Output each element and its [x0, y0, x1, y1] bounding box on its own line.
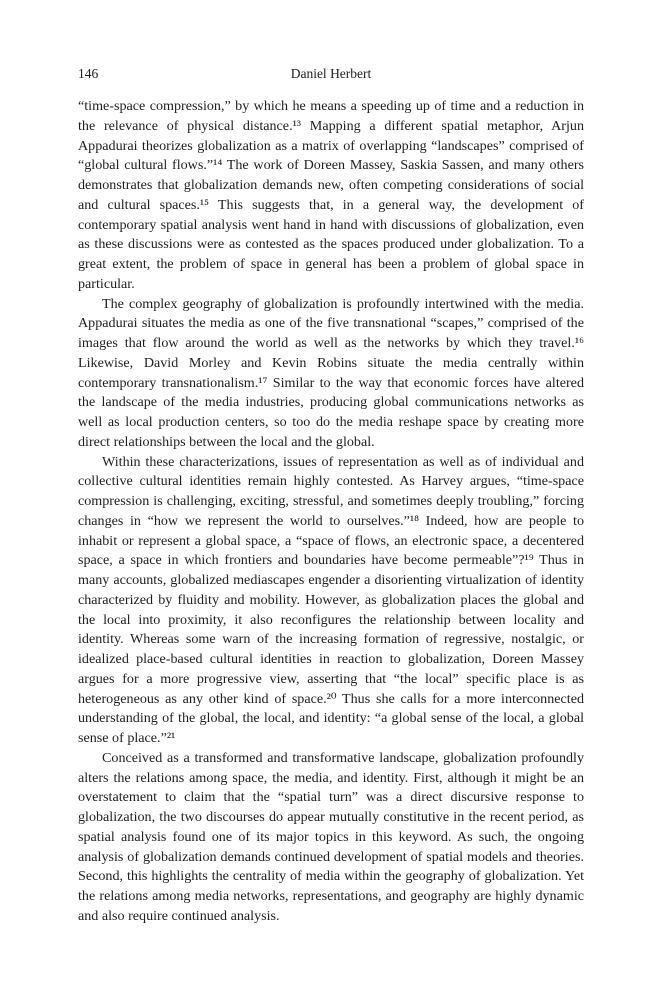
paragraph: The complex geography of globalization is profoundly intertwined with the media. Appadurai situates the media as one of the five transnational “scapes,” comprised of the images that flow around the world as well as the networks by which they travel.¹⁶ Likewise, David Morley and Kevin Robins situate the media centrally within contemporary transnationalism.¹⁷ Similar to the way that economic forces have altered the landscape of the media industries, producing global communications networks as well as local production centers, so too do the media reshape space by creating more direct relationships between the local and the global.: [78, 295, 584, 450]
paragraph: Conceived as a transformed and transformative landscape, globalization profoundly alters the relations among space, the media, and identity. First, although it might be an overstatement to claim that the “spatial turn” was a direct discursive response to globalization, the two discourses do appear mutually constitutive in the recent period, as spatial analysis found one of its major topics in this keyword. As such, the ongoing analysis of globalization demands continued development of spatial models and theories. Second, this highlights the centrality of media within the geography of globalization. Yet the relations among media networks, representations, and geography are highly dynamic and also require continued analysis.: [78, 749, 584, 924]
running-head: Daniel Herbert: [290, 66, 372, 81]
page-number: 146: [78, 66, 99, 81]
page-header: [78, 66, 584, 86]
paragraph: “time-space compression,” by which he means a speeding up of time and a reduction in the relevance of physical distance.¹³ Mapping a different spatial metaphor, Arjun Appadurai theorizes globalization as a matrix of overlapping “landscapes” comprised of “global cultural flows.”¹⁴ The work of Doreen Massey, Saskia Sassen, and many others demonstrates that globalization demands new, often competing considerations of social and cultural spaces.¹⁵ This suggests that, in a general way, the development of contemporary spatial analysis went hand in hand with discussions of globalization, even as these discussions were as contested as the spaces produced under globalization. To a great extent, the problem of space in general has been a problem of global space in particular.: [78, 98, 584, 292]
paragraph: Within these characterizations, issues of representation as well as of individual and collective cultural identities remain highly contested. As Harvey argues, “time-space compression is challenging, exciting, stressful, and sometimes deeply troubling,” forcing changes in “how we represent the world to ourselves.”¹⁸ Indeed, how are people to inhabit or represent a global space, a “space of flows, an electronic space, a decentered space, a space in which frontiers and boundaries have become permeable”?¹⁹ Thus in many accounts, globalized mediascapes engender a disorienting virtualization of identity characterized by fluidity and mobility. However, as globalization places the global and the local into proximity, it also reconfigures the relationship between locality and identity. Whereas some warn of the increasing formation of regressive, nostalgic, or idealized place-based cultural identities in reaction to globalization, Doreen Massey argues for a more progressive view, asserting that “the local” specific place is as heterogeneous as any other kind of space.²⁰ Thus she calls for a more interconnected understanding of the global, the local, and identity: “a global sense of the local, a global sense of place.”²¹: [78, 453, 584, 746]
body-text: [78, 97, 584, 927]
